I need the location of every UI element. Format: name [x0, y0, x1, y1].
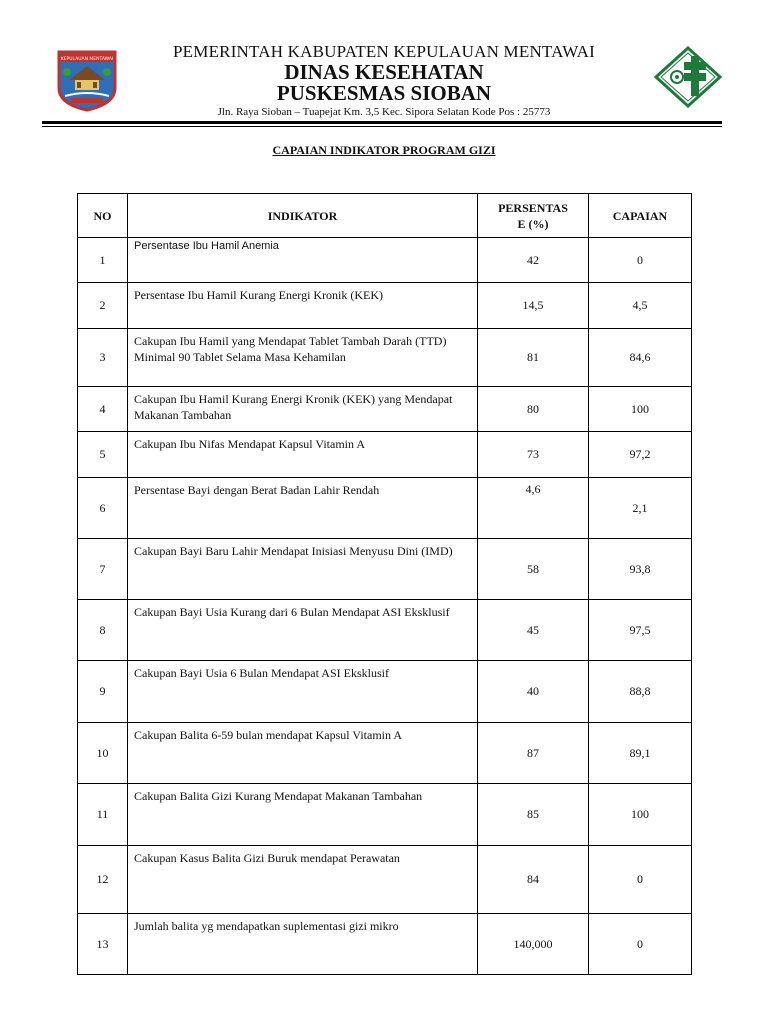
row-capaian: 93,8	[589, 539, 692, 600]
row-no: 2	[78, 283, 128, 329]
row-capaian: 100	[589, 387, 692, 432]
government-name: PEMERINTAH KABUPATEN KEPULAUAN MENTAWAI	[173, 42, 595, 61]
row-capaian: 100	[589, 784, 692, 846]
row-no: 1	[78, 238, 128, 283]
header-rule-thin	[42, 126, 722, 127]
table-row	[78, 478, 692, 539]
row-persentase: 58	[478, 539, 589, 600]
table-row	[78, 539, 692, 600]
table-row	[78, 283, 692, 329]
row-no: 6	[78, 478, 128, 539]
table-row	[78, 600, 692, 661]
emblem-text: KEPULAUAN MENTAWAI	[60, 57, 114, 62]
row-persentase: 80	[478, 387, 589, 432]
row-no: 9	[78, 661, 128, 723]
row-persentase: 14,5	[478, 283, 589, 329]
header-indikator: INDIKATOR	[128, 194, 478, 238]
row-persentase: 45	[478, 600, 589, 661]
row-persentase: 140,000	[478, 914, 589, 975]
row-persentase: 42	[478, 238, 589, 283]
row-indikator: Cakupan Balita Gizi Kurang Mendapat Makanan Tambahan	[128, 784, 478, 846]
row-persentase: 87	[478, 723, 589, 784]
header-capaian: CAPAIAN	[589, 194, 692, 238]
letterhead	[0, 0, 768, 130]
row-capaian: 0	[589, 914, 692, 975]
table-row	[78, 784, 692, 846]
row-persentase: 81	[478, 329, 589, 387]
header-persentase	[478, 194, 589, 238]
row-no: 13	[78, 914, 128, 975]
department-name: DINAS KESEHATAN	[284, 60, 484, 84]
row-indikator: Cakupan Bayi Baru Lahir Mendapat Inisiasi Menyusu Dini (IMD)	[128, 539, 478, 600]
header-no: NO	[78, 194, 128, 238]
row-capaian: 0	[589, 846, 692, 914]
row-indikator: Cakupan Bayi Usia Kurang dari 6 Bulan Mendapat ASI Eksklusif	[128, 600, 478, 661]
row-indikator: Cakupan Ibu Hamil yang Mendapat Tablet Tambah Darah (TTD) Minimal 90 Tablet Selama Masa Kehamilan	[128, 329, 478, 387]
row-indikator: Cakupan Ibu Nifas Mendapat Kapsul Vitamin A	[128, 432, 478, 478]
row-capaian: 0	[589, 238, 692, 283]
row-capaian: 89,1	[589, 723, 692, 784]
row-no: 10	[78, 723, 128, 784]
table-row	[78, 329, 692, 387]
row-persentase: 4,6	[478, 478, 589, 539]
row-capaian: 4,5	[589, 283, 692, 329]
address: Jln. Raya Sioban – Tuapejat Km. 3,5 Kec. Sipora Selatan Kode Pos : 25773	[217, 106, 551, 118]
row-indikator: Persentase Ibu Hamil Kurang Energi Kronik (KEK)	[128, 283, 478, 329]
header-persentase-line1: PERSENTAS	[498, 200, 568, 215]
header-persentase-line2: E (%)	[517, 216, 549, 231]
row-indikator: Cakupan Kasus Balita Gizi Buruk mendapat Perawatan	[128, 846, 478, 914]
row-persentase: 73	[478, 432, 589, 478]
header-rule-thick	[42, 121, 722, 124]
row-indikator: Persentase Ibu Hamil Anemia	[128, 238, 478, 283]
row-persentase: 84	[478, 846, 589, 914]
row-capaian: 2,1	[589, 478, 692, 539]
row-no: 8	[78, 600, 128, 661]
row-indikator: Cakupan Ibu Hamil Kurang Energi Kronik (KEK) yang Mendapat Makanan Tambahan	[128, 387, 478, 432]
row-persentase: 40	[478, 661, 589, 723]
row-indikator: Persentase Bayi dengan Berat Badan Lahir Rendah	[128, 478, 478, 539]
row-indikator: Cakupan Bayi Usia 6 Bulan Mendapat ASI Eksklusif	[128, 661, 478, 723]
document-title: CAPAIAN INDIKATOR PROGRAM GIZI	[272, 143, 496, 157]
table-row	[78, 432, 692, 478]
puskesmas-logo-icon	[654, 46, 722, 108]
row-no: 3	[78, 329, 128, 387]
row-no: 11	[78, 784, 128, 846]
row-capaian: 84,6	[589, 329, 692, 387]
table-row	[78, 914, 692, 975]
table-row	[78, 387, 692, 432]
row-indikator: Jumlah balita yg mendapatkan suplementasi gizi mikro	[128, 914, 478, 975]
table-row	[78, 846, 692, 914]
table-header-row	[78, 194, 692, 238]
row-capaian: 88,8	[589, 661, 692, 723]
row-capaian: 97,5	[589, 600, 692, 661]
indicator-table	[77, 193, 692, 975]
row-persentase: 85	[478, 784, 589, 846]
puskesmas-name: PUSKESMAS SIOBAN	[276, 81, 492, 105]
row-no: 7	[78, 539, 128, 600]
table-row	[78, 661, 692, 723]
row-no: 5	[78, 432, 128, 478]
row-no: 12	[78, 846, 128, 914]
row-no: 4	[78, 387, 128, 432]
table-row	[78, 238, 692, 283]
row-capaian: 97,2	[589, 432, 692, 478]
row-indikator: Cakupan Balita 6-59 bulan mendapat Kapsul Vitamin A	[128, 723, 478, 784]
table-row	[78, 723, 692, 784]
